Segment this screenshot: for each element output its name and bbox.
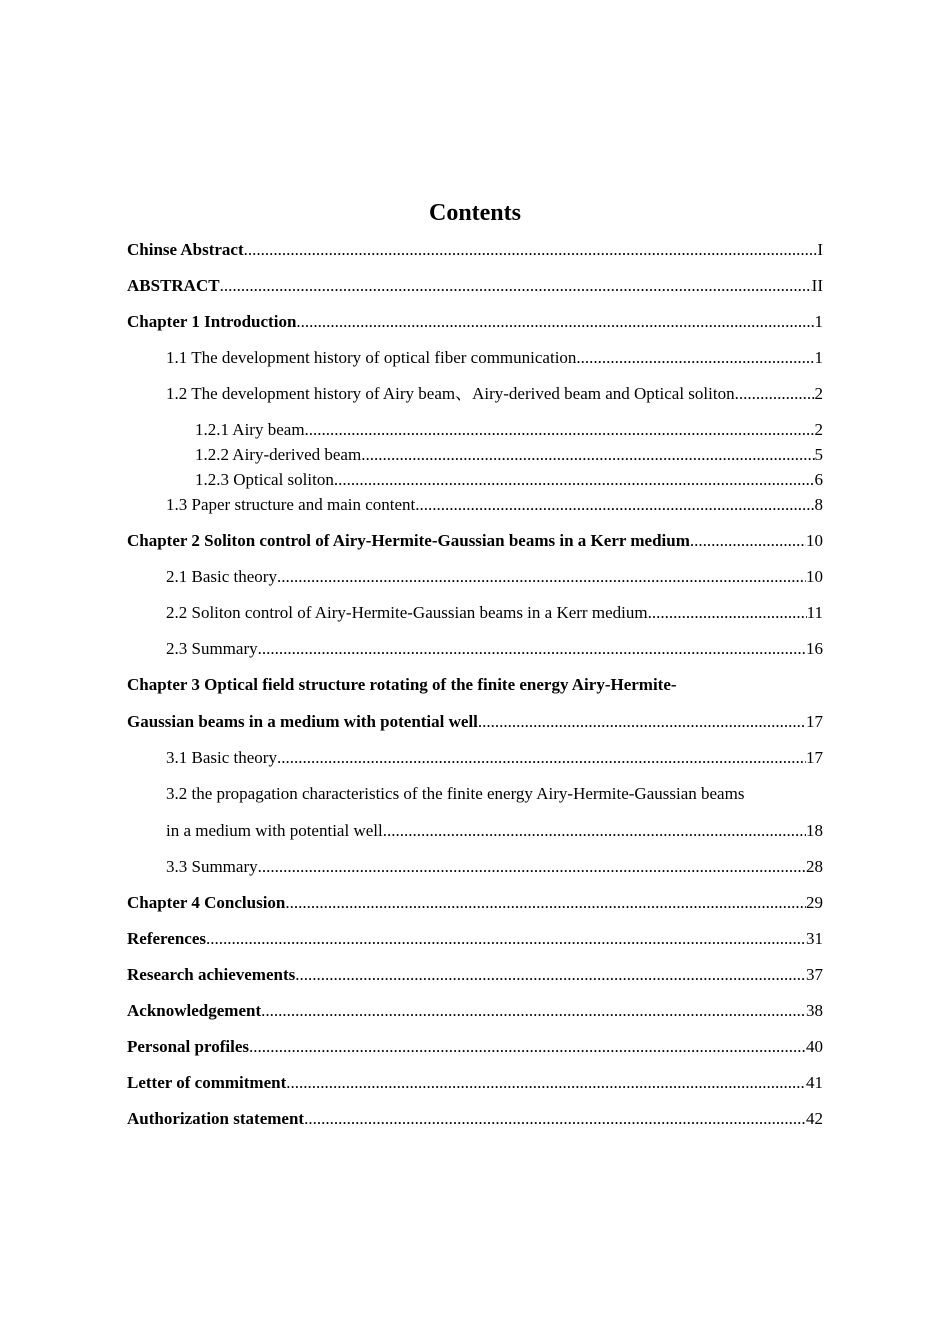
toc-leader-dots [295, 964, 806, 986]
toc-entry-label: Chapter 2 Soliton control of Airy-Hermite-Gaussian beams in a Kerr medium [127, 531, 690, 550]
toc-entry-label: 1.2.3 Optical soliton [195, 470, 334, 489]
toc-page-number: 5 [814, 445, 823, 464]
toc-entry-label: in a medium with potential well [166, 821, 383, 840]
toc-leader-dots [648, 602, 807, 624]
toc-entry-personal-profiles[interactable] [127, 1036, 823, 1058]
toc-leader-dots [258, 856, 806, 878]
toc-leader-dots [277, 566, 806, 588]
toc-entry-2-2[interactable] [166, 602, 823, 624]
toc-leader-dots [576, 347, 814, 369]
toc-entry-references[interactable] [127, 928, 823, 950]
toc-entry-label: Personal profiles [127, 1037, 249, 1056]
toc-leader-dots [383, 820, 806, 842]
toc-page-number: 2 [814, 384, 823, 403]
toc-page-number: 17 [806, 712, 823, 731]
toc-leader-dots [220, 275, 812, 297]
toc-leader-dots [305, 419, 815, 441]
toc-page-number: 17 [806, 748, 823, 767]
toc-page-number: 2 [814, 420, 823, 439]
toc-leader-dots [261, 1000, 806, 1022]
toc-entry-label: Letter of commitment [127, 1073, 287, 1092]
toc-page-number: 1 [814, 348, 823, 367]
toc-entry-label: ABSTRACT [127, 276, 220, 295]
toc-entry-label: 1.2.1 Airy beam [195, 420, 305, 439]
toc-page-number: 29 [806, 893, 823, 912]
toc-entry-label: 1.2.2 Airy-derived beam [195, 445, 362, 464]
toc-page-number: 10 [806, 531, 823, 550]
toc-page-number: 11 [806, 603, 823, 622]
toc-entry-chinese-abstract[interactable] [127, 239, 823, 261]
toc-leader-dots [296, 311, 814, 333]
toc-page-number: 10 [806, 567, 823, 586]
toc-page-number: 16 [806, 639, 823, 658]
toc-page-number: 6 [814, 470, 823, 489]
toc-entry-label: 1.3 Paper structure and main content [166, 495, 416, 514]
toc-entry-1-2-1[interactable] [195, 419, 823, 441]
toc-leader-dots [735, 383, 815, 405]
toc-leader-dots [249, 1036, 806, 1058]
toc-entry-label: Gaussian beams in a medium with potential well [127, 712, 478, 731]
toc-entry-label: 2.1 Basic theory [166, 567, 277, 586]
toc-leader-dots [258, 638, 806, 660]
toc-entry-chapter-3-line1[interactable]: Chapter 3 Optical field structure rotating of the finite energy Airy-Hermite- [127, 675, 677, 694]
toc-page-number: 38 [806, 1001, 823, 1020]
toc-entry-2-1[interactable] [166, 566, 823, 588]
toc-entry-chapter-2[interactable] [127, 530, 823, 552]
toc-entry-1-2[interactable] [166, 383, 823, 405]
toc-entry-label: Chapter 4 Conclusion [127, 893, 286, 912]
toc-entry-label: Research achievements [127, 965, 296, 984]
toc-leader-dots [304, 1108, 806, 1130]
toc-page-number: 40 [806, 1037, 823, 1056]
toc-page-number: 1 [814, 312, 823, 331]
toc-entry-acknowledgement[interactable] [127, 1000, 823, 1022]
toc-page-number: 31 [806, 929, 823, 948]
toc-page-number: II [811, 276, 823, 295]
toc-page-number: 8 [814, 495, 823, 514]
toc-entry-label: Acknowledgement [127, 1001, 262, 1020]
toc-entry-1-2-3[interactable] [195, 469, 823, 491]
toc-page-number: I [817, 240, 823, 259]
toc-entry-chapter-1[interactable] [127, 311, 823, 333]
toc-leader-dots [361, 444, 814, 466]
toc-page-number: 37 [806, 965, 823, 984]
toc-entry-authorization-statement[interactable] [127, 1108, 823, 1130]
toc-leader-dots [206, 928, 806, 950]
toc-entry-label: Chinse Abstract [127, 240, 244, 259]
toc-entry-label: 3.1 Basic theory [166, 748, 277, 767]
toc-leader-dots [285, 892, 806, 914]
toc-leader-dots [415, 494, 814, 516]
toc-entry-label: Authorization statement [127, 1109, 305, 1128]
toc-entry-label: 1.2 The development history of Airy beam、Airy-derived beam and Optical soliton [166, 384, 735, 403]
toc-entry-chapter-4[interactable] [127, 892, 823, 914]
toc-leader-dots [334, 469, 815, 491]
toc-page-number: 41 [806, 1073, 823, 1092]
toc-leader-dots [286, 1072, 806, 1094]
toc-entry-3-1[interactable] [166, 747, 823, 769]
toc-entry-1-2-2[interactable] [195, 444, 823, 466]
toc-entry-label: 1.1 The development history of optical fiber communication [166, 348, 577, 367]
toc-entry-label: 2.2 Soliton control of Airy-Hermite-Gaussian beams in a Kerr medium [166, 603, 648, 622]
toc-entry-label: References [127, 929, 206, 948]
toc-entry-letter-of-commitment[interactable] [127, 1072, 823, 1094]
toc-entry-3-2[interactable] [166, 820, 823, 842]
toc-entry-label: Chapter 1 Introduction [127, 312, 297, 331]
toc-leader-dots [277, 747, 806, 769]
toc-entry-chapter-3[interactable] [127, 711, 823, 733]
toc-entry-3-2-line1[interactable]: 3.2 the propagation characteristics of the finite energy Airy-Hermite-Gaussian beams [166, 784, 745, 803]
page-title: Contents [428, 200, 521, 226]
toc-entry-label: 2.3 Summary [166, 639, 258, 658]
toc-entry-2-3[interactable] [166, 638, 823, 660]
toc-entry-1-3[interactable] [166, 494, 823, 516]
toc-entry-label: 3.3 Summary [166, 857, 258, 876]
toc-entry-1-1[interactable] [166, 347, 823, 369]
toc-leader-dots [478, 711, 806, 733]
toc-entry-3-3[interactable] [166, 856, 823, 878]
toc-leader-dots [244, 239, 818, 261]
toc-leader-dots [690, 530, 806, 552]
toc-entry-abstract[interactable] [127, 275, 823, 297]
toc-page-number: 28 [806, 857, 823, 876]
toc-entry-research-achievements[interactable] [127, 964, 823, 986]
toc-page-number: 18 [806, 821, 823, 840]
toc-page-number: 42 [806, 1109, 823, 1128]
